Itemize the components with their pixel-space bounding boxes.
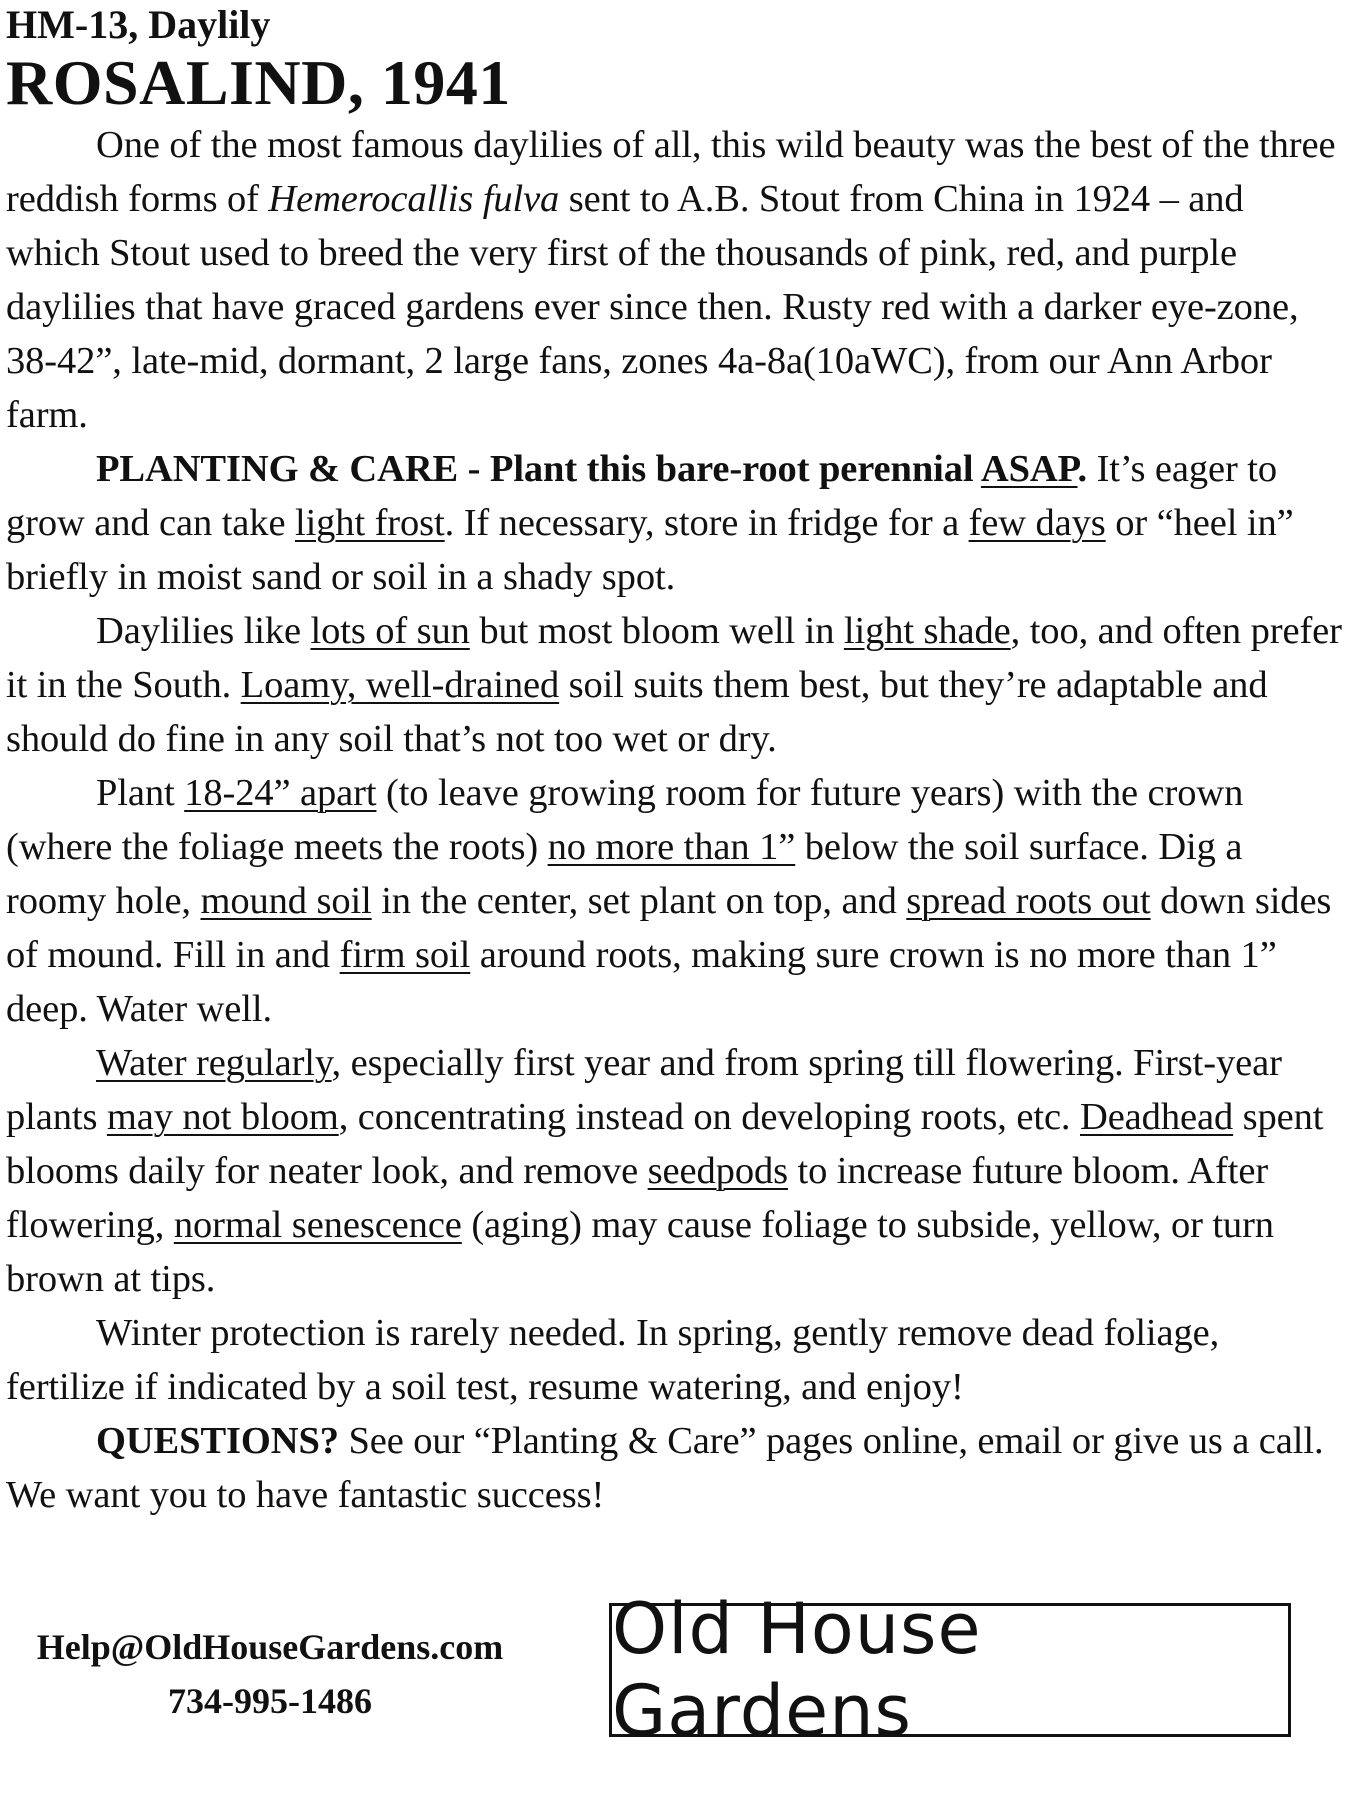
few-days-emphasis: few days xyxy=(968,502,1106,544)
sun-text-4: soil suits them best, but they’re adaptable and should do fine in any soil that’s not too wet or dry. xyxy=(6,664,1268,760)
logo-text: Old House Gardens xyxy=(612,1588,982,1752)
plant-text-3: below the soil surface. Dig a roomy hole, xyxy=(6,826,1243,922)
contact-email[interactable]: Help@OldHouseGardens.com xyxy=(36,1627,504,1667)
questions-text: See our “Planting & Care” pages online, email or give us a call. We want you to have fantastic success! xyxy=(6,1420,1324,1516)
intro-text-2: sent to A.B. Stout from China in 1924 – and which Stout used to breed the very first of the thousands of pink, red, and purple daylilies that have graced gardens ever since then. Rusty red with a darker eye-zone, 38-42”, late-mid, dormant, 2 large fans, zones 4a-8a(10aWC), from our Ann Arbor farm. xyxy=(6,178,1299,436)
contact-phone[interactable]: 734-995-1486 xyxy=(168,1681,372,1721)
contact-block xyxy=(10,1620,530,1728)
seedpods-emphasis: seedpods xyxy=(647,1150,789,1192)
water-text-1: , especially first year and from spring till flowering. First-year plants xyxy=(6,1042,1282,1138)
senescence-emphasis: normal senescence xyxy=(173,1204,462,1246)
sun-text-1: Daylilies like xyxy=(96,610,311,652)
planting-heading-period: . xyxy=(1077,448,1088,490)
water-paragraph xyxy=(6,1036,1346,1306)
lots-of-sun-emphasis: lots of sun xyxy=(310,610,470,652)
body-text xyxy=(6,118,1346,1522)
care-sheet xyxy=(6,0,1346,1522)
asap-emphasis: ASAP xyxy=(980,448,1078,490)
page-title: ROSALIND, 1941 xyxy=(6,47,511,118)
firm-soil-emphasis: firm soil xyxy=(339,934,471,976)
plant-paragraph xyxy=(6,766,1346,1036)
spread-roots-emphasis: spread roots out xyxy=(906,880,1151,922)
spacing-emphasis: 18-24” apart xyxy=(184,772,377,814)
water-regularly-emphasis: Water regularly xyxy=(96,1042,332,1084)
plant-text-4: in the center, set plant on top, and xyxy=(371,880,907,922)
sun-text-2: but most bloom well in xyxy=(469,610,844,652)
planting-text-1: It’s eager to grow and can take xyxy=(6,448,1278,544)
brand-logo xyxy=(609,1588,1291,1752)
may-not-bloom-emphasis: may not bloom xyxy=(106,1096,339,1138)
planting-text-3: or “heel in” briefly in moist sand or soil in a shady spot. xyxy=(6,502,1294,598)
light-shade-emphasis: light shade xyxy=(843,610,1011,652)
depth-emphasis: no more than 1” xyxy=(547,826,796,868)
plant-text-1: Plant xyxy=(96,772,185,814)
sun-text-3: , too, and often prefer it in the South. xyxy=(6,610,1342,706)
water-text-4: to increase future bloom. After flowering, xyxy=(6,1150,1269,1246)
questions-label: QUESTIONS? xyxy=(96,1420,339,1462)
water-text-3: spent blooms daily for neater look, and remove xyxy=(6,1096,1324,1192)
intro-text-1: One of the most famous daylilies of all, this wild beauty was the best of the three reddish forms of xyxy=(6,124,1336,220)
plant-text-2: (to leave growing room for future years) with the crown (where the foliage meets the roots) xyxy=(6,772,1244,868)
questions-paragraph xyxy=(6,1414,1346,1522)
plant-text-6: around roots, making sure crown is no more than 1” deep. Water well. xyxy=(6,934,1277,1030)
intro-paragraph xyxy=(6,118,1346,442)
product-code: HM-13, Daylily xyxy=(6,2,271,47)
planting-heading: PLANTING & CARE - Plant this bare-root perennial xyxy=(96,448,981,490)
species-name: Hemerocallis fulva xyxy=(268,178,560,220)
sun-paragraph xyxy=(6,604,1346,766)
water-text-5: (aging) may cause foliage to subside, yellow, or turn brown at tips. xyxy=(6,1204,1274,1300)
mound-soil-emphasis: mound soil xyxy=(200,880,372,922)
loamy-emphasis: Loamy, well-drained xyxy=(240,664,560,706)
planting-text-2: . If necessary, store in fridge for a xyxy=(444,502,969,544)
light-frost-emphasis: light frost xyxy=(294,502,445,544)
plant-text-5: down sides of mound. Fill in and xyxy=(6,880,1332,976)
water-text-2: , concentrating instead on developing roots, etc. xyxy=(338,1096,1080,1138)
winter-paragraph: Winter protection is rarely needed. In spring, gently remove dead foliage, fertilize if indicated by a soil test, resume watering, and enjoy! xyxy=(6,1312,1220,1408)
planting-paragraph xyxy=(6,442,1346,604)
deadhead-emphasis: Deadhead xyxy=(1079,1096,1234,1138)
